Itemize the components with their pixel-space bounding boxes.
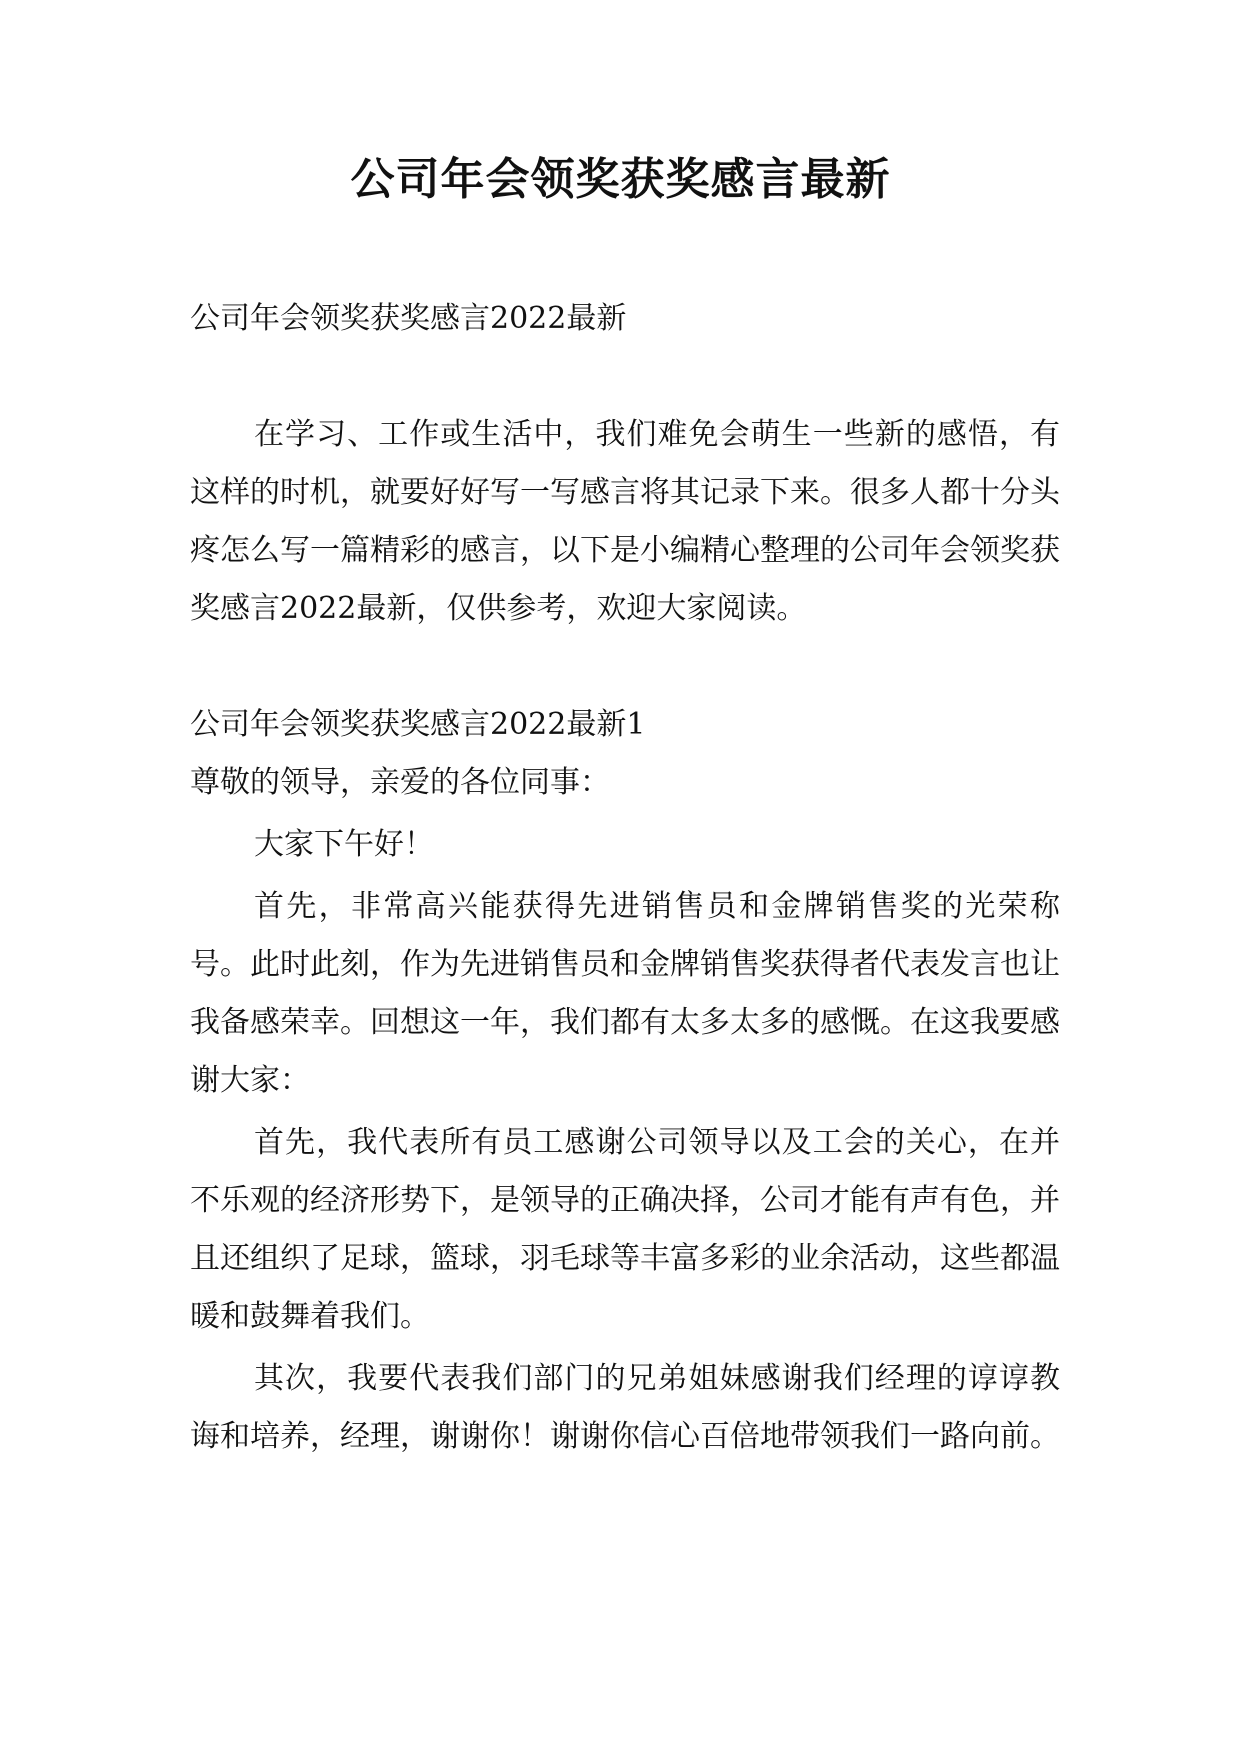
document-title: 公司年会领奖获奖感言最新	[350, 154, 891, 205]
paragraph-1: 首先，非常高兴能获得先进销售员和金牌销售奖的光荣称号。此时此刻，作为先进销售员和金牌销售奖获得者代表发言也让我备感荣幸。回想这一年，我们都有太多太多的感慨。在这我要感谢大家：	[190, 889, 1060, 1098]
greeting: 大家下午好！	[254, 827, 434, 862]
paragraph-2: 首先，我代表所有员工感谢公司领导以及工会的关心，在并不乐观的经济形势下，是领导的正确决择，公司才能有声有色，并且还组织了足球，篮球，羽毛球等丰富多彩的业余活动，这些都温暖和鼓舞着我们。	[190, 1125, 1060, 1334]
intro-paragraph: 在学习、工作或生活中，我们难免会萌生一些新的感悟，有这样的时机，就要好好写一写感言将其记录下来。很多人都十分头疼怎么写一篇精彩的感言，以下是小编精心整理的公司年会领奖获奖感言2022最新，仅供参考，欢迎大家阅读。	[190, 417, 1060, 626]
paragraph-3: 其次，我要代表我们部门的兄弟姐妹感谢我们经理的谆谆教诲和培养，经理，谢谢你！谢谢你信心百倍地带领我们一路向前。	[190, 1361, 1060, 1454]
document-body	[190, 290, 1060, 1466]
document-subtitle: 公司年会领奖获奖感言2022最新	[190, 301, 627, 336]
salutation: 尊敬的领导，亲爱的各位同事：	[190, 765, 610, 800]
section-heading: 公司年会领奖获奖感言2022最新1	[190, 707, 646, 742]
